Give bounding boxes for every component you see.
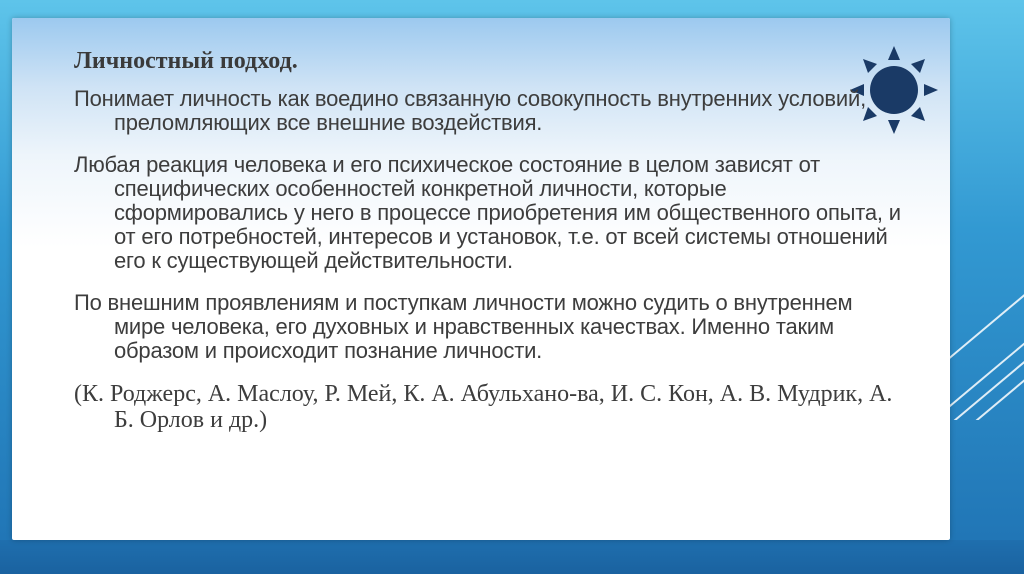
slide-card: [12, 18, 950, 540]
citation: (К. Роджерс, А. Маслоу, Р. Мей, К. А. Абульхано-ва, И. С. Кон, А. В. Мудрик, А. Б. Орлов и др.): [74, 381, 893, 433]
paragraph-2: Любая реакция человека и его психическое состояние в целом зависят от специфических особенностей конкретной личности, которые сформировались у него в процессе приобретения им общественного опыта, и от его потребностей, интересов и установок, т.е. от всей системы отношений его к существующей действительности.: [74, 152, 901, 273]
slide-title: Личностный подход.: [74, 48, 298, 74]
paragraph-1: Понимает личность как воедино связанную совокупность внутренних условий, преломляющих все внешние воздействия.: [74, 86, 866, 135]
bottom-band: [0, 540, 1024, 574]
paragraph-3: По внешним проявлениям и поступкам личности можно судить о внутреннем мире человека, его духовных и нравственных качествах. Именно таким образом и происходит познание личности.: [74, 290, 853, 363]
slide-content: [74, 48, 904, 451]
